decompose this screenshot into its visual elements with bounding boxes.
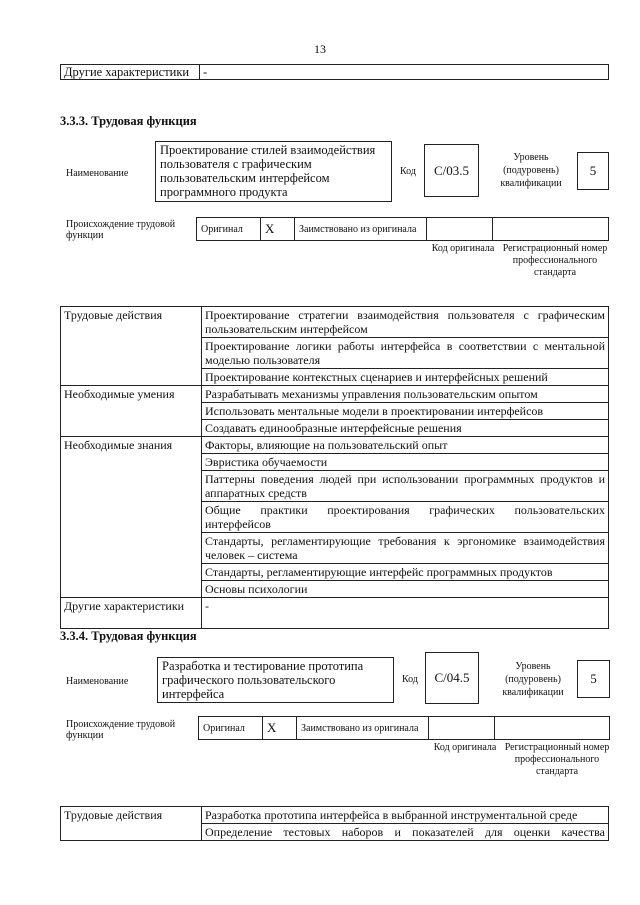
level-label-333: Уровень (подуровень) квалификации <box>500 152 562 189</box>
skill-item: Разрабатывать механизмы управления пользовательским опытом <box>202 386 609 403</box>
knowledge-item: Стандарты, регламентирующие требования к эргономике взаимодействия человек – система <box>202 533 609 564</box>
knowledge-item: Факторы, влияющие на пользовательский опыт <box>202 437 609 454</box>
other-label: Другие характеристики <box>61 598 202 629</box>
knowledge-label: Необходимые знания <box>61 437 202 598</box>
code-original-label-333: Код оригинала <box>431 243 495 254</box>
other-value: - <box>202 598 609 629</box>
code-original-cell-333 <box>427 218 493 241</box>
level-value-334: 5 <box>577 660 610 698</box>
other-characteristics-top <box>60 64 609 80</box>
original-label-334: Оригинал <box>199 717 263 740</box>
function-name-333: Проектирование стилей взаимодействия пользователя с графическим пользовательским интерфейсом программного продукта <box>155 141 392 202</box>
original-label-333: Оригинал <box>197 218 261 241</box>
table-333 <box>60 306 609 629</box>
reg-number-cell-334 <box>495 717 610 740</box>
origin-label-334: Происхождение трудовой функции <box>66 719 176 741</box>
original-mark-333: X <box>261 218 295 241</box>
function-name-334: Разработка и тестирование прототипа графического пользовательского интерфейса <box>157 657 394 703</box>
level-value-333: 5 <box>577 152 609 190</box>
reg-number-cell-333 <box>493 218 609 241</box>
section-title-333: 3.3.3. Трудовая функция <box>60 114 197 128</box>
borrowed-label-334: Заимствовано из оригинала <box>297 717 429 740</box>
section-title-334: 3.3.4. Трудовая функция <box>60 629 197 643</box>
level-label-334: Уровень (подуровень) квалификации <box>502 661 564 698</box>
knowledge-item: Эвристика обучаемости <box>202 454 609 471</box>
labor-action-item: Проектирование логики работы интерфейса в соответствии с ментальной моделью пользователя <box>202 338 609 369</box>
skill-item: Создавать единообразные интерфейсные решения <box>202 420 609 437</box>
other-value: - <box>200 65 609 80</box>
page-number: 13 <box>314 42 326 56</box>
labor-actions-label: Трудовые действия <box>61 807 202 841</box>
table-334 <box>60 806 609 841</box>
labor-actions-label: Трудовые действия <box>61 307 202 386</box>
knowledge-item: Общие практики проектирования графических пользовательских интерфейсов <box>202 502 609 533</box>
origin-label-333: Происхождение трудовой функции <box>66 219 176 241</box>
labor-action-item: Проектирование стратегии взаимодействия пользователя с графическим пользовательским интерфейсом <box>202 307 609 338</box>
origin-table-334 <box>198 716 610 740</box>
labor-action-item: Определение тестовых наборов и показателей для оценки качества <box>202 824 609 841</box>
origin-table-333 <box>196 217 609 241</box>
code-original-cell-334 <box>429 717 495 740</box>
knowledge-item: Основы психологии <box>202 581 609 598</box>
labor-action-item: Проектирование контекстных сценариев и интерфейсных решений <box>202 369 609 386</box>
reg-number-label-334: Регистрационный номер профессионального стандарта <box>504 742 610 777</box>
labor-action-item: Разработка прототипа интерфейса в выбранной инструментальной среде <box>202 807 609 824</box>
code-original-label-334: Код оригинала <box>433 742 497 753</box>
skills-label: Необходимые умения <box>61 386 202 437</box>
name-label-333: Наименование <box>66 168 129 179</box>
borrowed-label-333: Заимствовано из оригинала <box>295 218 427 241</box>
code-label-334: Код <box>402 674 418 685</box>
knowledge-item: Стандарты, регламентирующие интерфейс программных продуктов <box>202 564 609 581</box>
other-label: Другие характеристики <box>61 65 200 80</box>
code-label-333: Код <box>400 166 416 177</box>
skill-item: Использовать ментальные модели в проектировании интерфейсов <box>202 403 609 420</box>
code-value-333: C/03.5 <box>424 144 479 197</box>
original-mark-334: X <box>263 717 297 740</box>
name-label-334: Наименование <box>66 676 129 687</box>
code-value-334: C/04.5 <box>425 652 479 704</box>
knowledge-item: Паттерны поведения людей при использовании программных продуктов и аппаратных средств <box>202 471 609 502</box>
reg-number-label-333: Регистрационный номер профессионального стандарта <box>502 243 608 278</box>
